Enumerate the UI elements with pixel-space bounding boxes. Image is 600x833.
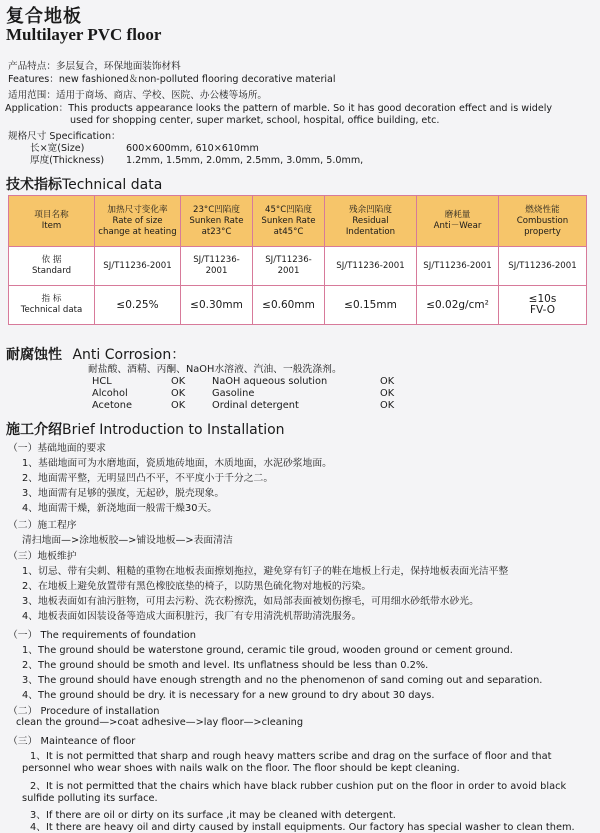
header-cell: 项目名称 Item [9,196,95,247]
features-en: Features：new fashioned＆non-polluted flooring decorative material [8,74,336,85]
list-item: sulfide polluting its surface. [22,793,158,804]
list-item: 1、It is not permitted that sharp and rough heavy matters scribe and drag on the surface of floor and that [30,751,552,762]
row-label: 依 据 Standard [9,247,95,286]
table-cell: ≤0.25% [95,286,181,325]
corrosion-ok: OK [380,376,395,387]
list-item: 1、The ground should be waterstone ground, ceramic tile groud, wooden ground or cement ground. [22,645,513,656]
list-item: 4、The ground should be dry. it is necessary for a new ground to dry about 30 days. [22,690,435,701]
corrosion-ok: OK [171,388,186,399]
list-item: clean the ground—>coat adhesive—>lay floor—>cleaning [16,717,304,728]
section-title: （三）地板维护 [8,551,77,562]
application-cn: 适用范围：适用于商场、商店、学校、医院、办公楼等场所。 [8,90,268,101]
list-item: 4、地板表面如因装设备等造成大面积脏污，我厂有专用清洗机帮助清洗服务。 [22,611,362,622]
features-cn: 产品特点：多层复合，环保地面装饰材料 [8,61,181,72]
size-label: 长×宽(Size) [30,143,85,154]
list-item: 1、切忌、带有尖刺、粗糙的重物在地板表面擦划拖拉，避免穿有钉子的鞋在地板上行走，保持地板表面光洁平整 [22,566,509,577]
list-item: 4、地面需干燥，新浇地面一般需干燥30天。 [22,503,218,514]
corrosion-ok: OK [171,376,186,387]
list-item: 2、在地板上避免放置带有黑色橡胶底垫的椅子，以防黑色硫化物对地板的污染。 [22,581,372,592]
list-item: 3、If there are oil or dirty on its surface ,it may be cleaned with detergent. [30,810,396,821]
application-en-2: used for shopping center, super market, school, hospital, office building, etc. [70,115,440,126]
table-cell: SJ/T11236-2001 [417,247,499,286]
corrosion-item: Acetone [92,400,133,411]
list-item: 2、It is not permitted that the chairs which have black rubber cushion put on the floor in order to avoid black [30,781,567,792]
table-row [9,247,587,286]
section-title: （一） The requirements of foundation [8,630,196,641]
corrosion-item: Ordinal detergent [212,400,299,411]
corrosion-ok: OK [380,400,395,411]
install-heading [6,419,285,439]
table-cell: ≤0.30mm [181,286,253,325]
corrosion-ok: OK [171,400,186,411]
title-en: Multilayer PVC floor [6,25,162,44]
list-item: 3、The ground should have enough strength and no the phenomenon of sand coming out and separation. [22,675,543,686]
table-cell: ≤10s FV-O [499,286,587,325]
thickness-value: 1.2mm, 1.5mm, 2.0mm, 2.5mm, 3.0mm, 5.0mm, [126,155,364,166]
list-item: 清扫地面—>涂地板胶—>铺设地板—>表面清洁 [22,535,233,546]
header-cell: 45°C凹陷度 Sunken Rate at45°C [253,196,325,247]
table-cell: SJ/T11236-2001 [325,247,417,286]
thickness-label: 厚度(Thickness) [30,155,105,166]
corrosion-cn: 耐盐酸、酒精、丙酮、NaOH水溶液、汽油、一般洗涤剂。 [88,364,342,375]
corrosion-item: NaOH aqueous solution [212,376,328,387]
header-cell: 磨耗量 Anti－Wear [417,196,499,247]
table-cell: ≤0.60mm [253,286,325,325]
size-value: 600×600mm, 610×610mm [126,143,259,154]
table-cell: ≤0.15mm [325,286,417,325]
corrosion-heading-en: Anti Corrosion： [72,347,186,363]
table-cell: SJ/T11236-2001 [499,247,587,286]
table-cell: ≤0.02g/cm² [417,286,499,325]
tech-heading [6,174,162,194]
corrosion-heading-cn: 耐腐蚀性 [6,347,62,363]
section-title: （三） Mainteance of floor [8,736,136,747]
application-en-1: Application：This products appearance looks the pattern of marble. So it has good decoration effect and is widely [5,103,553,114]
header-cell: 燃烧性能 Combustion property [499,196,587,247]
list-item: 3、地面需有足够的强度，无起砂，脱壳现象。 [22,488,225,499]
section-title: （二） Procedure of installation [8,706,160,717]
corrosion-item: Alcohol [92,388,128,399]
table-cell: SJ/T11236-2001 [95,247,181,286]
section-title: （二）施工程序 [8,520,77,531]
spec-label: 规格尺寸 Specification： [8,131,121,142]
row-label: 指 标 Technical data [9,286,95,325]
list-item: 3、地板表面如有油污脏物，可用去污粉、洗衣粉擦洗，如局部表面被划伤擦毛，可用细水砂纸带水砂光。 [22,596,479,607]
list-item: 2、地面需平整，无明显凹凸不平，不平度小于千分之二。 [22,473,274,484]
list-item: 4、It there are heavy oil and dirty caused by install equipments. Our factory has special washer to clean them. [30,822,575,833]
install-heading-en: Brief Introduction to Installation [62,422,285,438]
header-cell: 23°C凹陷度 Sunken Rate at23°C [181,196,253,247]
header-cell: 残余凹陷度 Residual Indentation [325,196,417,247]
list-item: personnel who wear shoes with nails walk on the floor. The floor should be kept cleaning. [22,763,460,774]
technical-data-table [8,195,587,325]
install-heading-cn: 施工介绍 [6,422,62,438]
table-cell: SJ/T11236-2001 [181,247,253,286]
tech-heading-en: Technical data [62,177,163,193]
header-cell: 加热尺寸变化率 Rate of size change at heating [95,196,181,247]
corrosion-item: HCL [92,376,112,387]
corrosion-ok: OK [380,388,395,399]
corrosion-item: Gasoline [212,388,255,399]
title-cn: 复合地板 [6,6,82,27]
table-cell: SJ/T11236-2001 [253,247,325,286]
table-row [9,286,587,325]
table-header-row [9,196,587,247]
list-item: 2、The ground should be smoth and level. Its unflatness should be less than 0.2%. [22,660,429,671]
section-title: （一）基础地面的要求 [8,443,106,454]
tech-heading-cn: 技术指标 [6,177,62,193]
list-item: 1、基础地面可为水磨地面，瓷质地砖地面，木质地面，水泥砂浆地面。 [22,458,332,469]
